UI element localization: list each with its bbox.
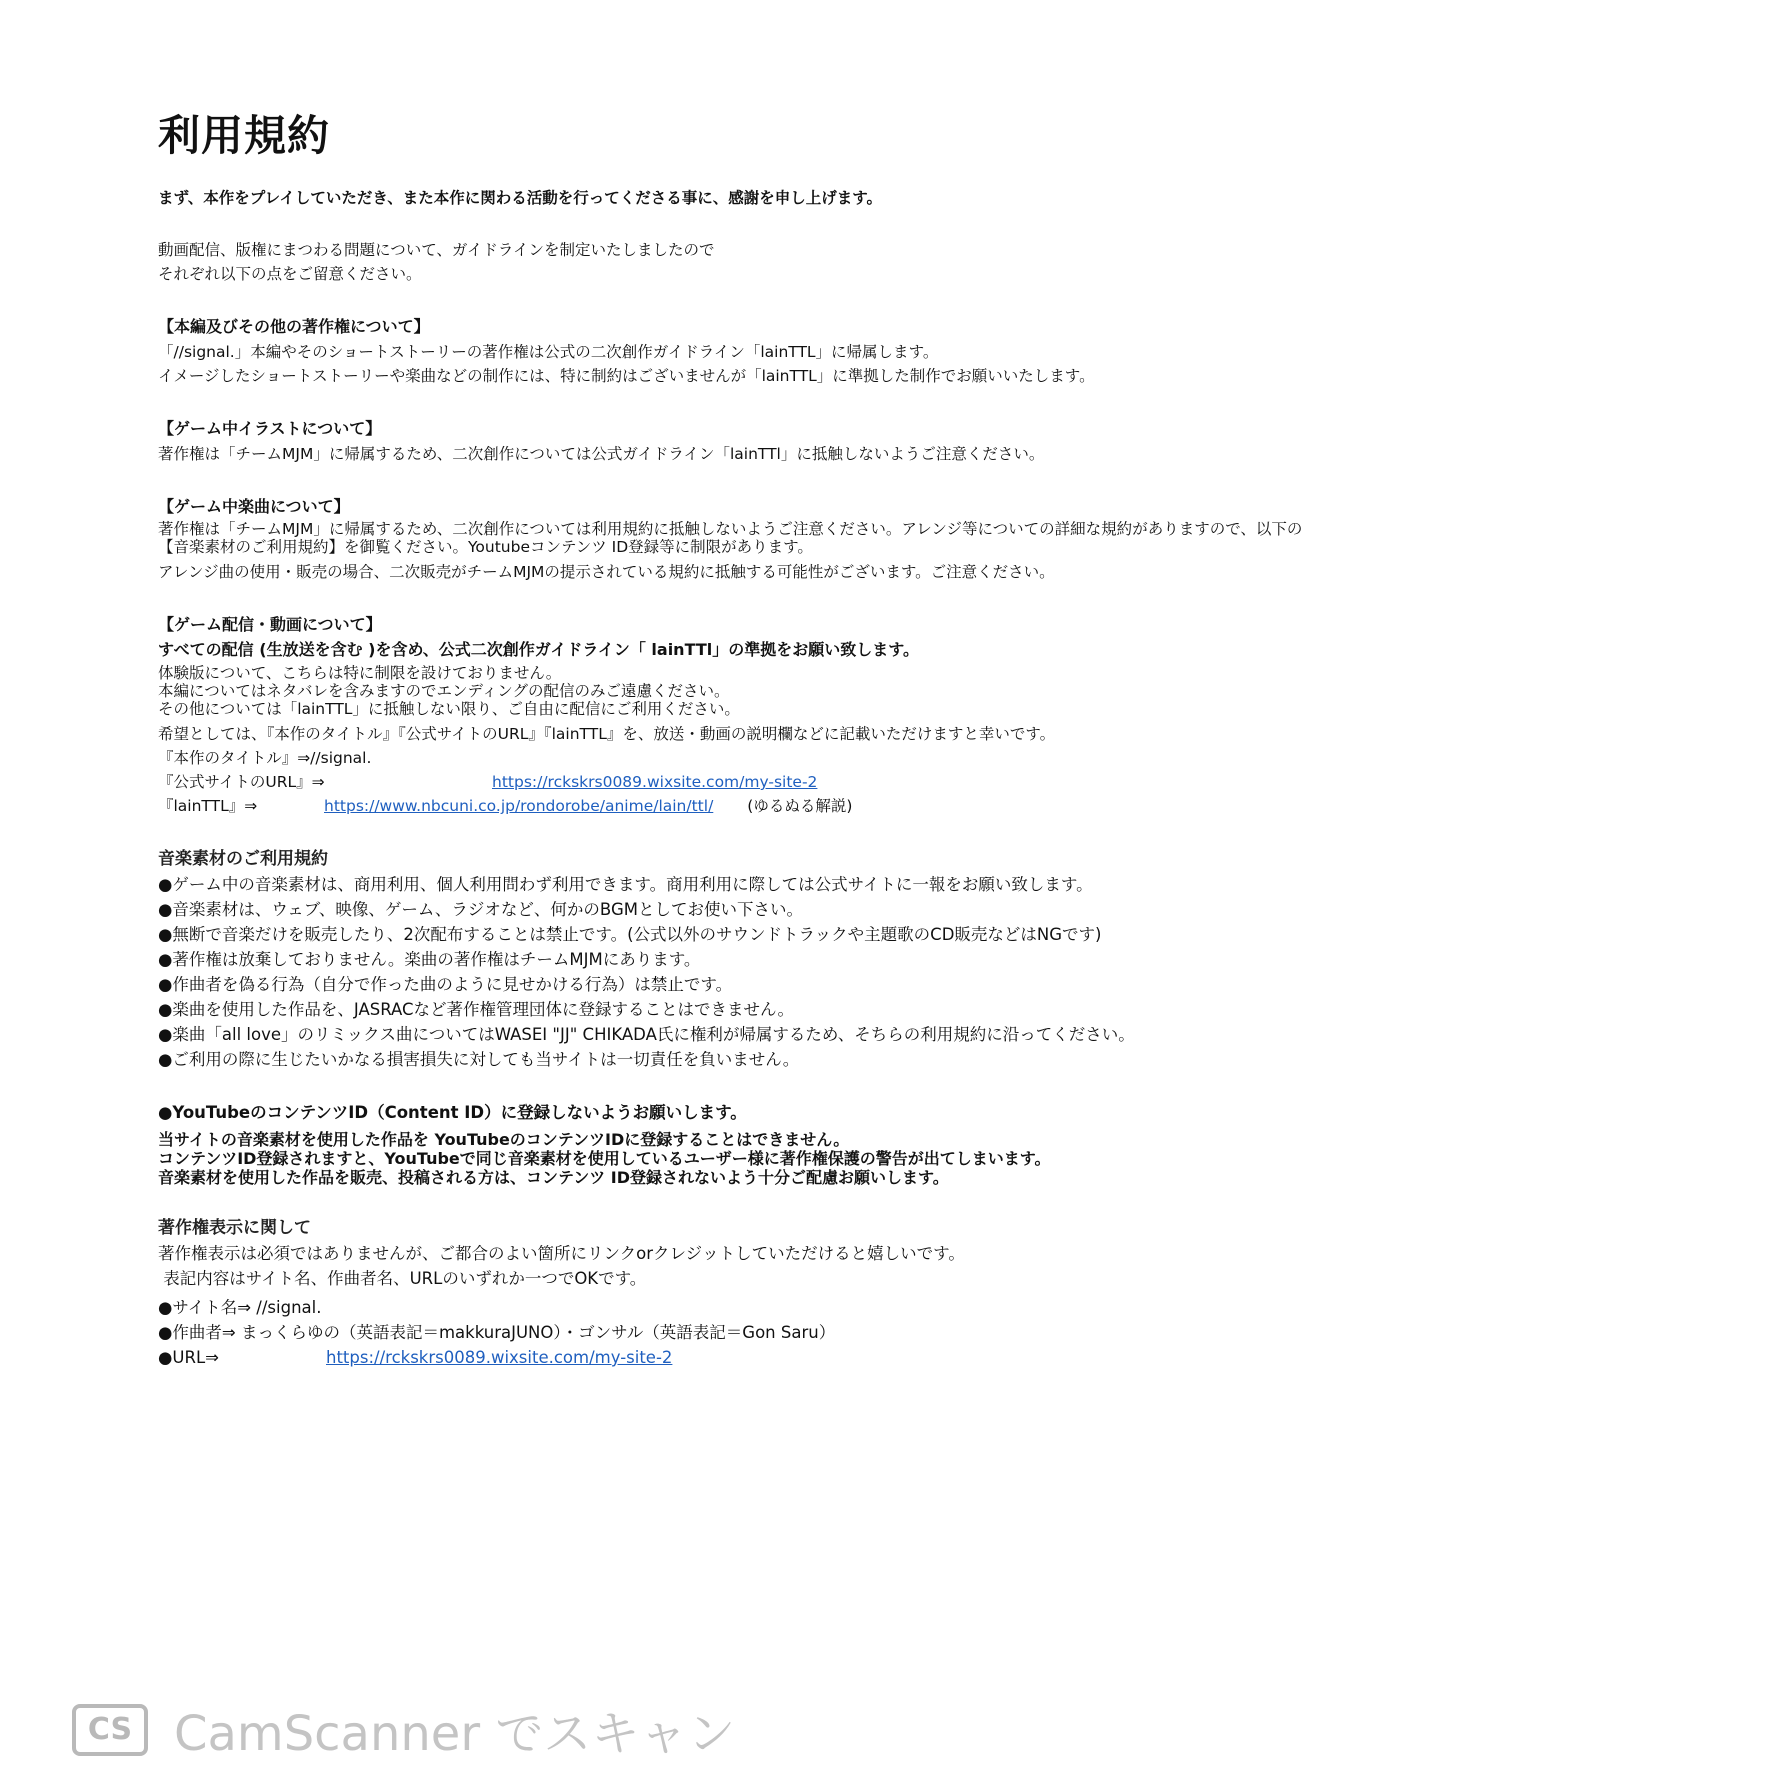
youtube-section [158,1100,1638,1187]
guideline-line-2: それぞれ以下の点をご留意ください。 [158,265,422,283]
music-terms-heading: 音楽素材のご利用規約 [158,849,328,869]
copyright-line-1: 「//signal.」本編やそのショートストーリーの著作権は公式の二次創作ガイドライン「lainTTL」に帰属します。 [158,343,939,361]
credit-line-2: 表記内容はサイト名、作曲者名、URLのいずれか一つでOKです。 [158,1269,647,1288]
copyright-line-2: イメージしたショートストーリーや楽曲などの制作には、特に制約はございませんが「lainTTL」に準拠した制作でお願いいたします。 [158,367,1095,385]
streaming-line-1: 体験版について、こちらは特に制限を設けておりません。 [158,664,562,682]
streaming-hope-line: 希望としては、『本作のタイトル』『公式サイトのURL』『lainTTL』を、放送・動画の説明欄などに記載いただけますと幸いです。 [158,725,1056,743]
official-site-label: 『公式サイトのURL』⇒ [158,773,325,791]
streaming-title-line: 『本作のタイトル』⇒//signal. [158,749,372,767]
credit-url-label: ●URL⇒ [158,1348,219,1367]
laintl-row [158,794,1638,818]
music-terms-item: ●ゲーム中の音楽素材は、商用利用、個人利用問わず利用できます。商用利用に際しては公式サイトに一報をお願い致します。 [158,875,1093,894]
section-heading-streaming: 【ゲーム配信・動画について】 [158,615,382,634]
watermark-text: CamScanner でスキャン [174,1706,736,1762]
intro-text: まず、本作をプレイしていただき、また本作に関わる活動を行ってくださる事に、感謝を申し上げます。 [158,189,883,207]
music-line-1: 著作権は「チームMJM」に帰属するため、二次創作については利用規約に抵触しないようご注意ください。アレンジ等についての詳細な規約がありますので、以下の [158,520,1303,538]
official-site-row [158,770,1638,794]
music-terms-item: ●楽曲「all love」のリミックス曲についてはWASEI "JJ" CHIKADA氏に権利が帰属するため、そちらの利用規約に沿ってください。 [158,1025,1135,1044]
music-line-2: 【音楽素材のご利用規約】を御覧ください。Youtubeコンテンツ ID登録等に制限があります。 [158,538,813,556]
section-heading-copyright: 【本編及びその他の著作権について】 [158,317,430,336]
youtube-line-1: 当サイトの音楽素材を使用した作品を YouTubeのコンテンツIDに登録することはできません。 [158,1130,850,1149]
laintl-note: (ゆるぬる解説) [747,797,853,815]
streaming-line-3: その他については「lainTTL」に抵触しない限り、ご自由に配信にご利用ください。 [158,700,740,718]
section-heading-music: 【ゲーム中楽曲について】 [158,497,350,516]
guideline-line-1: 動画配信、版権にまつわる問題について、ガイドラインを制定いたしましたので [158,241,715,259]
streaming-line-2: 本編についてはネタバレを含みますのでエンディングの配信のみご遠慮ください。 [158,682,730,700]
music-terms-item: ●音楽素材は、ウェブ、映像、ゲーム、ラジオなど、何かのBGMとしてお使い下さい。 [158,900,803,919]
credit-site-name: ●サイト名⇒ //signal. [158,1298,322,1317]
music-terms-item: ●ご利用の際に生じたいかなる損害損失に対しても当サイトは一切責任を負いません。 [158,1050,800,1069]
credit-heading: 著作権表示に関して [158,1218,311,1238]
music-terms-item: ●楽曲を使用した作品を、JASRACなど著作権管理団体に登録することはできません。 [158,1000,795,1019]
camscanner-logo-icon: CS [72,1704,148,1756]
laintl-link[interactable]: https://www.nbcuni.co.jp/rondorobe/anime/lain/ttl/ [324,797,714,815]
youtube-heading: ●YouTubeのコンテンツID（Content ID）に登録しないようお願いします。 [158,1103,747,1122]
credit-line-1: 著作権表示は必須ではありませんが、ご都合のよい箇所にリンクorクレジットしていただけると嬉しいです。 [158,1244,965,1263]
official-site-link[interactable]: https://rckskrs0089.wixsite.com/my-site-2 [492,773,818,791]
terms-document [158,108,1638,1370]
youtube-line-2: コンテンツID登録されますと、YouTubeで同じ音楽素材を使用しているユーザー様に著作権保護の警告が出てしまいます。 [158,1149,1051,1168]
section-heading-illustrations: 【ゲーム中イラストについて】 [158,419,382,438]
music-terms-item: ●作曲者を偽る行為（自分で作った曲のように見せかける行為）は禁止です。 [158,975,733,994]
credit-section [158,1215,1638,1370]
streaming-bold-line: すべての配信 (生放送を含む )を含め、公式二次創作ガイドライン「 lainTTl」の準拠をお願い致します。 [158,640,919,659]
music-extra-line: アレンジ曲の使用・販売の場合、二次販売がチームMJMの提示されている規約に抵触する可能性がございます。ご注意ください。 [158,563,1055,581]
music-terms-item: ●無断で音楽だけを販売したり、2次配布することは禁止です。(公式以外のサウンドトラックや主題歌のCD販売などはNGです) [158,925,1102,944]
credit-url-link[interactable]: https://rckskrs0089.wixsite.com/my-site-2 [326,1348,673,1367]
page-title: 利用規約 [158,111,331,160]
credit-url-row [158,1345,1638,1370]
youtube-line-3: 音楽素材を使用した作品を販売、投稿される方は、コンテンツ ID登録されないよう十分ご配慮お願いします。 [158,1168,949,1187]
credit-composer: ●作曲者⇒ まっくらゆの（英語表記＝makkuraJUNO）・ゴンサル（英語表記＝Gon Saru） [158,1323,836,1342]
camscanner-watermark [72,1695,735,1764]
laintl-label: 『lainTTL』⇒ [158,797,258,815]
music-terms-item: ●著作権は放棄しておりません。楽曲の著作権はチームMJMにあります。 [158,950,701,969]
music-terms-section [158,846,1638,1072]
illustrations-line-1: 著作権は「チームMJM」に帰属するため、二次創作については公式ガイドライン「lainTTl」に抵触しないようご注意ください。 [158,445,1045,463]
